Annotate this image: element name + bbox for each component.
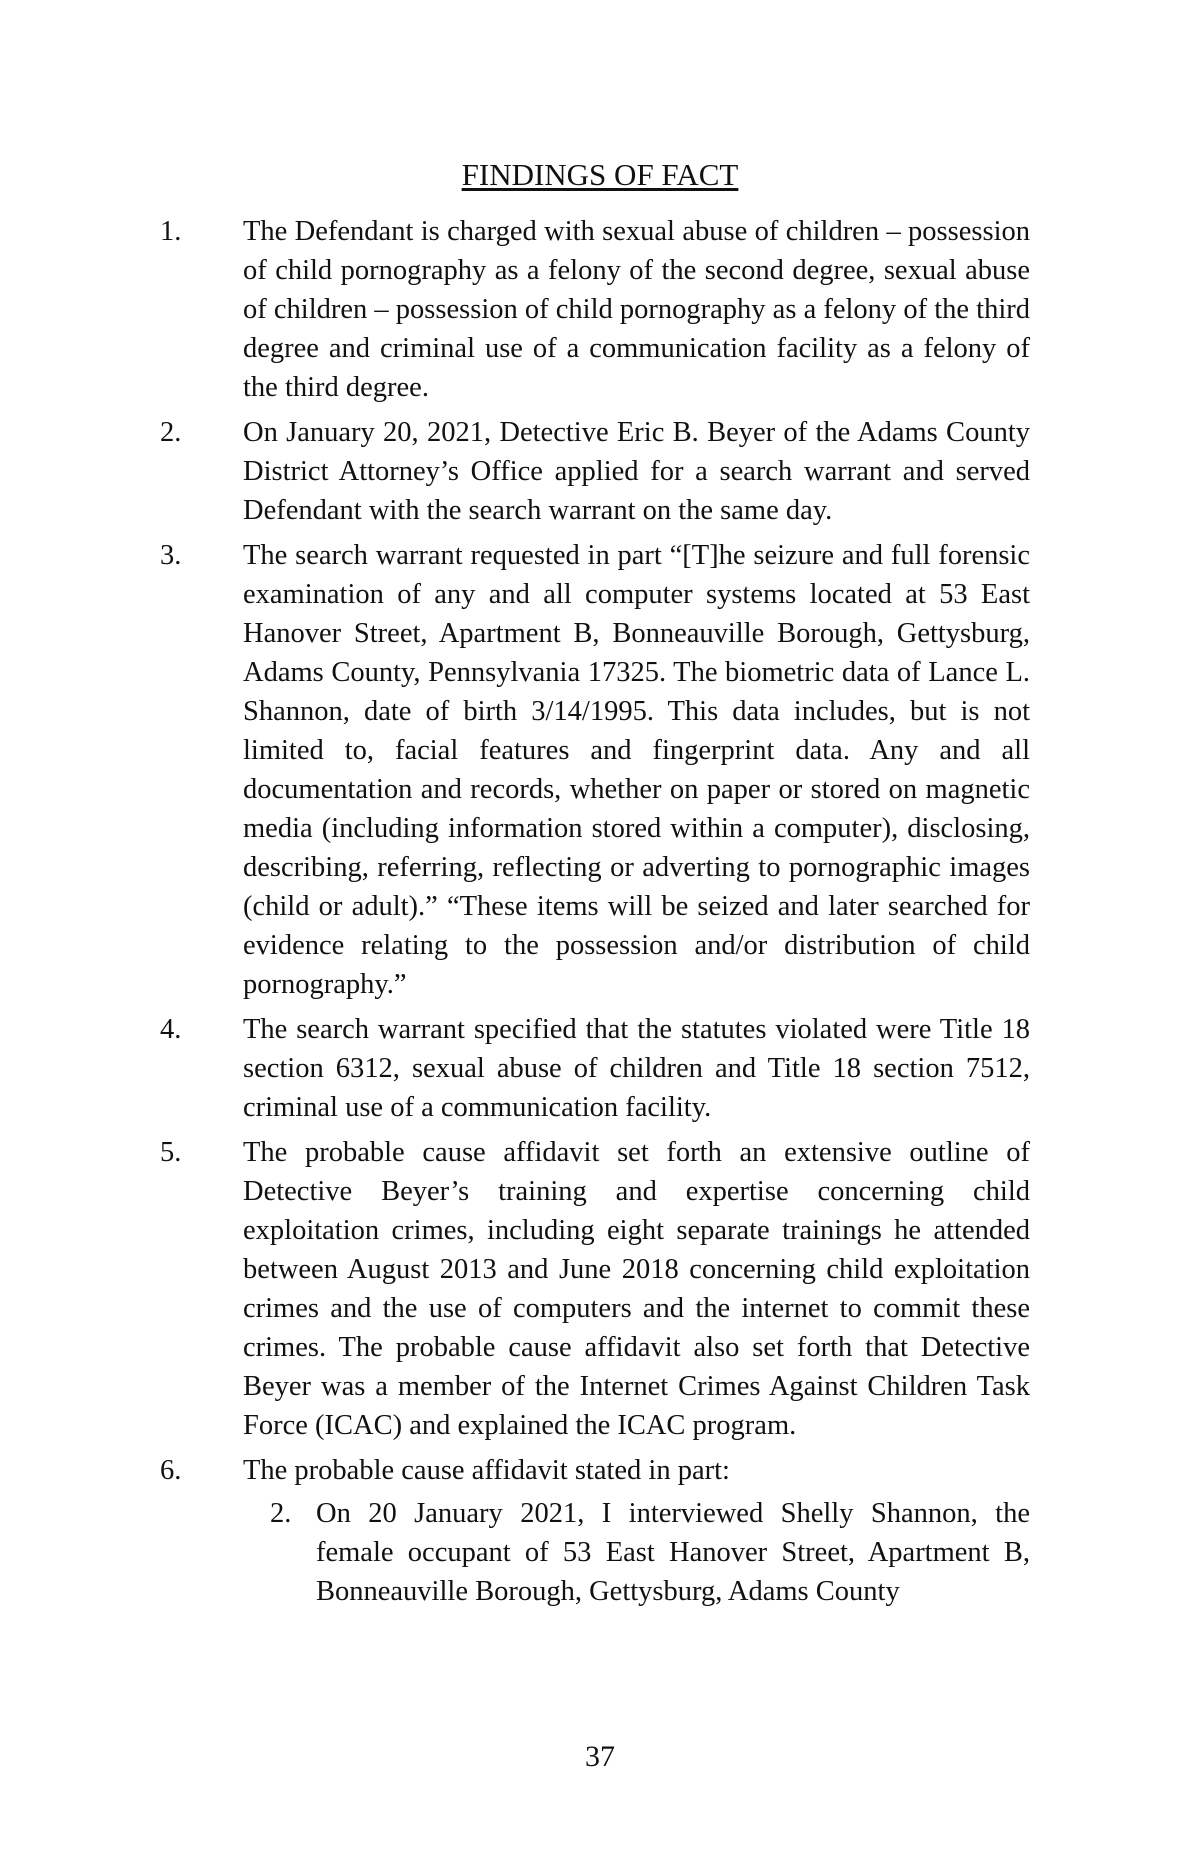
finding-number: 5. — [160, 1137, 182, 1168]
finding-text: The search warrant requested in part “[T]he seizure and full forensic examination of any and all computer systems located at 53 East Hanover Street, Apartment B, Bonneauville Borough, Gettysburg, Adams County, Pennsylvania 17325. The biometric data of Lance L. Shannon, date of birth 3/14/1995. This data includes, but is not limited to, facial features and fingerprint data. Any and all documentation and records, whether on paper or stored on magnetic media (including information stored within a computer), disclosing, describing, referring, reflecting or adverting to pornographic images (child or adult).” “These items will be seized and later searched for evidence relating to the possession and/or distribution of child pornography.” — [243, 540, 1030, 1000]
finding-number: 6. — [160, 1455, 182, 1486]
page-number: 37 — [585, 1740, 615, 1773]
finding-item-4 — [160, 1010, 1030, 1127]
finding-number: 3. — [160, 540, 182, 571]
subitem-number: 2. — [270, 1498, 292, 1529]
finding-text: The search warrant specified that the statutes violated were Title 18 section 6312, sexual abuse of children and Title 18 section 7512, criminal use of a communication facility. — [243, 1014, 1030, 1123]
finding-item-3 — [160, 536, 1030, 1004]
findings-list — [160, 212, 1030, 1617]
section-heading: FINDINGS OF FACT — [461, 157, 739, 192]
finding-number: 1. — [160, 216, 182, 247]
finding-text: The probable cause affidavit stated in part: — [243, 1455, 730, 1486]
quoted-subitem — [160, 1494, 1030, 1611]
finding-text: On January 20, 2021, Detective Eric B. Beyer of the Adams County District Attorney’s Office applied for a search warrant and served Defendant with the search warrant on the same day. — [243, 417, 1030, 526]
finding-item-6 — [160, 1451, 1030, 1611]
finding-number: 2. — [160, 417, 182, 448]
subitem-text: On 20 January 2021, I interviewed Shelly Shannon, the female occupant of 53 East Hanover Street, Apartment B, Bonneauville Borough, Gettysburg, Adams County — [316, 1498, 1030, 1607]
finding-item-5 — [160, 1133, 1030, 1445]
finding-item-2 — [160, 413, 1030, 530]
finding-number: 4. — [160, 1014, 182, 1045]
finding-item-1 — [160, 212, 1030, 407]
finding-text: The probable cause affidavit set forth an extensive outline of Detective Beyer’s training and expertise concerning child exploitation crimes, including eight separate trainings he attended between August 2013 and June 2018 concerning child exploitation crimes and the use of computers and the internet to commit these crimes. The probable cause affidavit also set forth that Detective Beyer was a member of the Internet Crimes Against Children Task Force (ICAC) and explained the ICAC program. — [243, 1137, 1030, 1441]
finding-text: The Defendant is charged with sexual abuse of children – possession of child pornography as a felony of the second degree, sexual abuse of children – possession of child pornography as a felony of the third degree and criminal use of a communication facility as a felony of the third degree. — [243, 216, 1030, 403]
